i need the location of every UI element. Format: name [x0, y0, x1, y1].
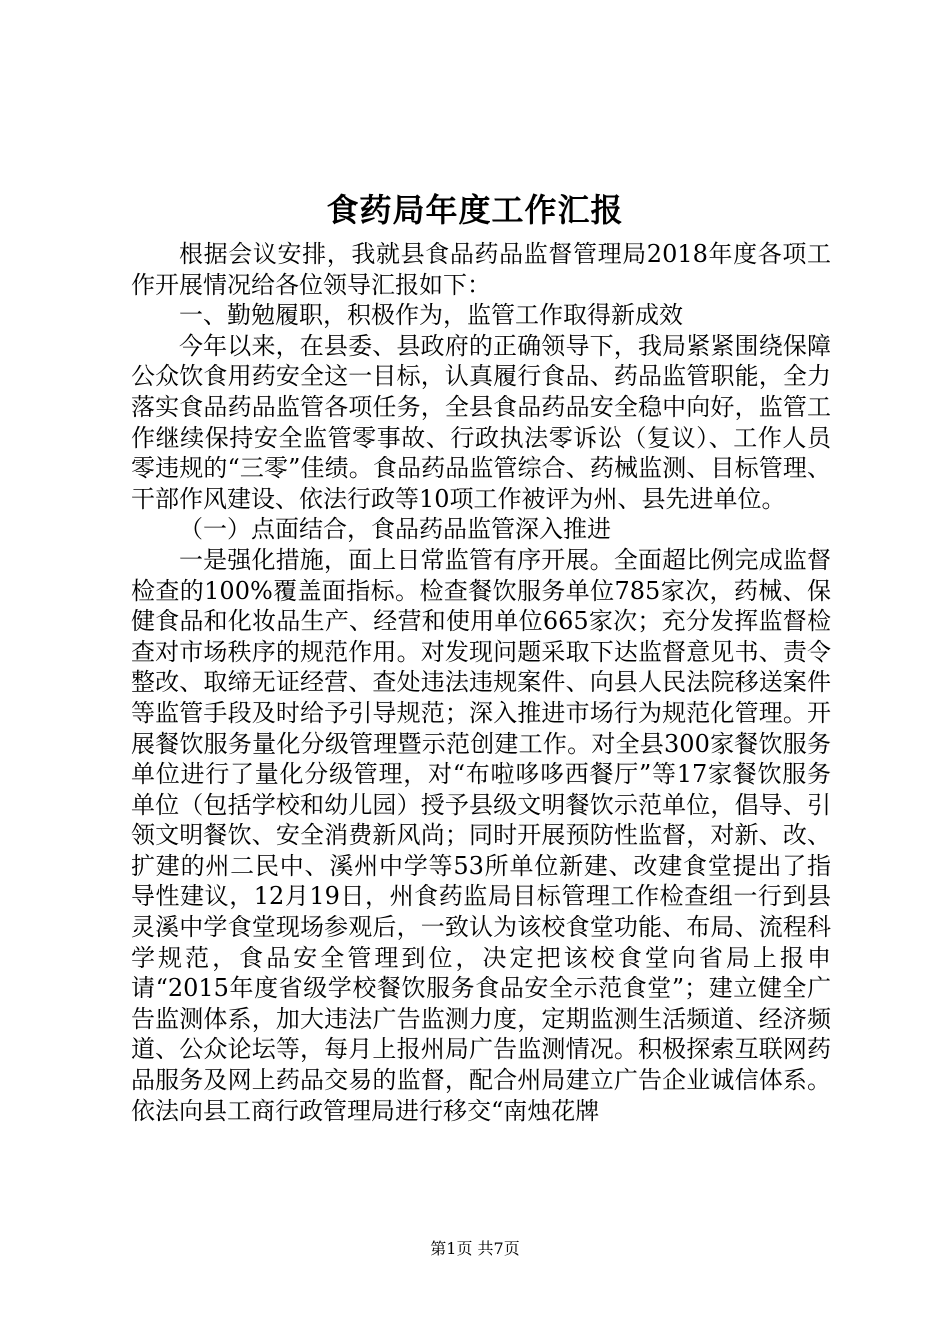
section-heading-1: 一、勤勉履职，积极作为，监管工作取得新成效 [179, 301, 683, 330]
paragraph-intro: 根据会议安排，我就县食品药品监督管理局2018年度各项工作开展情况给各位领导汇报如下： [131, 240, 831, 299]
document-body [131, 239, 831, 1126]
subsection-heading-1: （一）点面结合，食品药品监管深入推进 [179, 515, 611, 544]
paragraph-measures: 一是强化措施，面上日常监管有序开展。全面超比例完成监督检查的100%覆盖面指标。检查餐饮服务单位785家次，药械、保健食品和化妆品生产、经营和使用单位665家次；充分发挥监督检查对市场秩序的规范作用。对发现问题采取下达监督意见书、责令整改、取缔无证经营、查处违法违规案件、向县人民法院移送案件等监管手段及时给予引导规范；深入推进市场行为规范化管理。开展餐饮服务量化分级管理暨示范创建工作。对全县300家餐饮服务单位进行了量化分级管理，对“布啦哆哆西餐厅”等17家餐饮服务单位（包括学校和幼儿园）授予县级文明餐饮示范单位，倡导、引领文明餐饮、安全消费新风尚；同时开展预防性监督，对新、改、扩建的州二民中、溪州中学等53所单位新建、改建食堂提出了指导性建议，12月19日，州食药监局目标管理工作检查组一行到县灵溪中学食堂现场参观后，一致认为该校食堂功能、布局、流程科学规范，食品安全管理到位，决定把该校食堂向省局上报申请“2015年度省级学校餐饮服务食品安全示范食堂”；建立健全广告监测体系，加大违法广告监测力度，定期监测生活频道、经济频道、公众论坛等，每月上报州局广告监测情况。积极探索互联网药品服务及网上药品交易的监督，配合州局建立广告企业诚信体系。依法向县工商行政管理局进行移交“南烛花牌 [131, 545, 831, 1125]
paragraph-overview: 今年以来，在县委、县政府的正确领导下，我局紧紧围绕保障公众饮食用药安全这一目标，认真履行食品、药品监管职能，全力落实食品药品监管各项任务，全县食品药品安全稳中向好，监管工作继续保持安全监管零事故、行政执法零诉讼（复议）、工作人员零违规的“三零”佳绩。食品药品监管综合、药械监测、目标管理、干部作风建设、依法行政等10项工作被评为州、县先进单位。 [131, 331, 831, 513]
document-title: 食药局年度工作汇报 [326, 191, 624, 229]
page-footer: 第1页 共7页 [430, 1239, 520, 1258]
